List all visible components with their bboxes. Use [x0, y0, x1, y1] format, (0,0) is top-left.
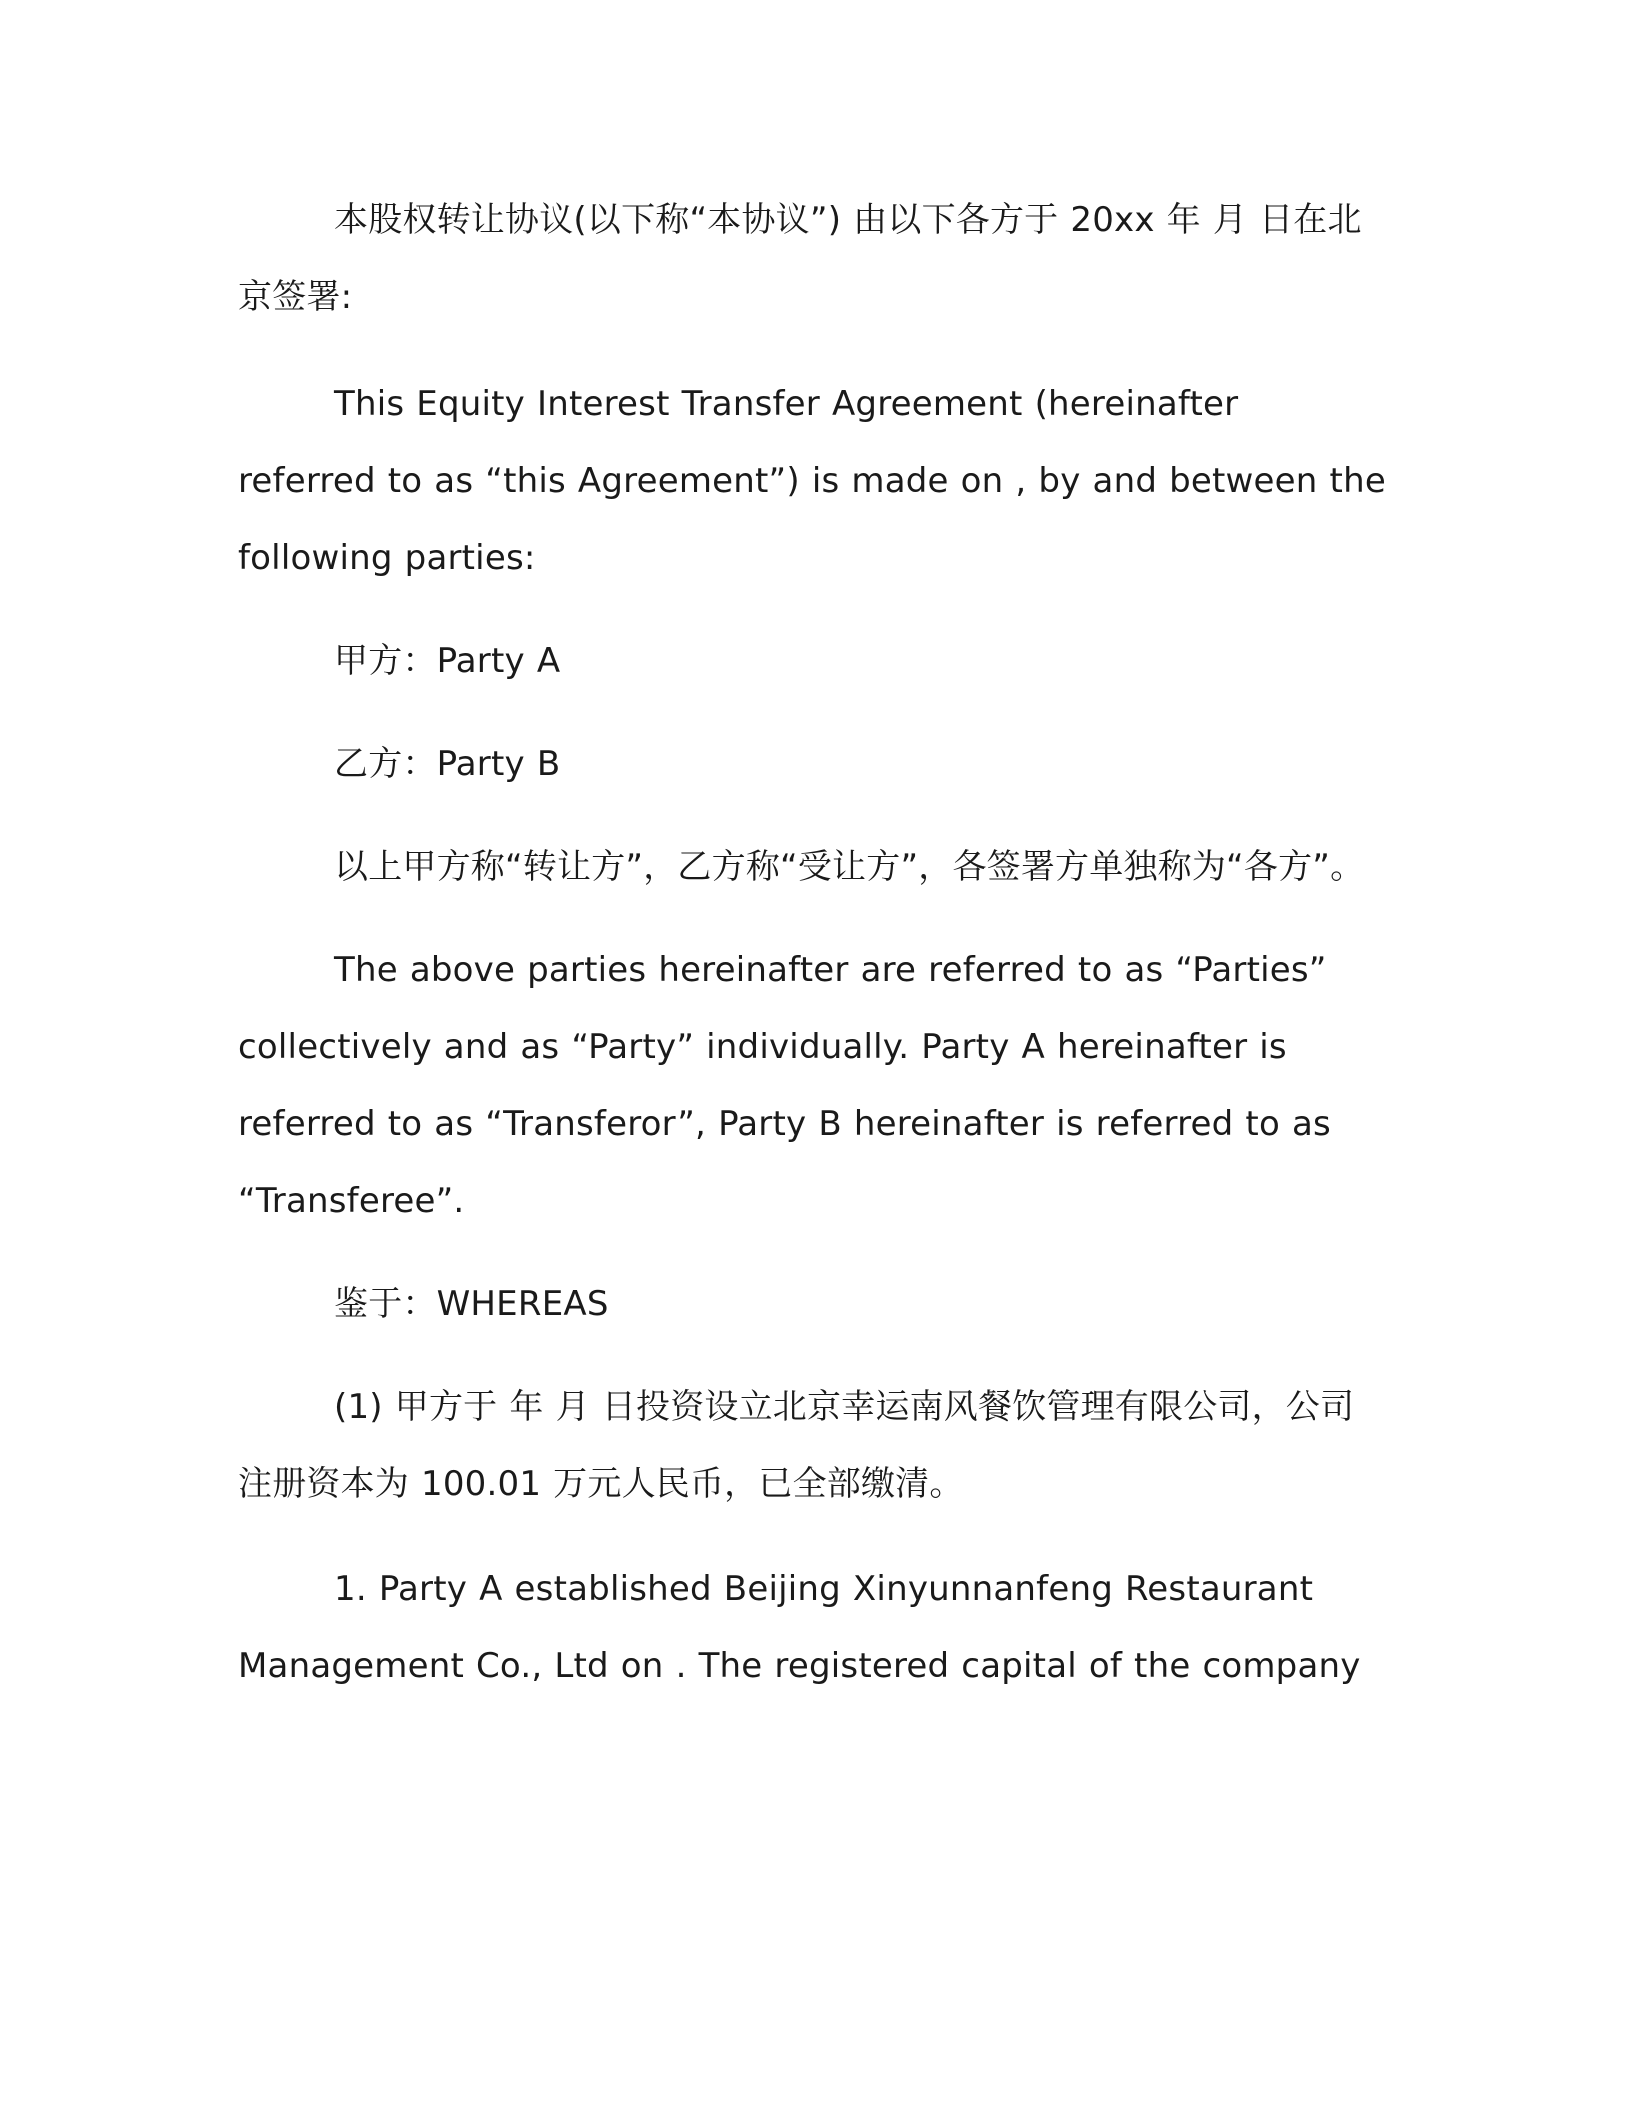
paragraph-intro-en: This Equity Interest Transfer Agreement (hereinafter referred to as “this Agreement”) is made on , by and between the following parties:	[238, 384, 1386, 578]
paragraph-intro-cn: 本股权转让协议(以下称“本协议”) 由以下各方于 20xx 年 月 日在北京签署:	[238, 200, 1362, 317]
paragraph-recital-1-en: 1. Party A established Beijing Xinyunnanfeng Restaurant Management Co., Ltd on . The registered capital of the company	[238, 1569, 1361, 1686]
paragraph-parties-cn: 以上甲方称“转让方”，乙方称“受让方”，各签署方单独称为“各方”。	[334, 847, 1365, 887]
paragraph-whereas: 鉴于：WHEREAS	[334, 1284, 609, 1324]
paragraph-party-b: 乙方：Party B	[334, 744, 561, 784]
paragraph-parties-en: The above parties hereinafter are referred to as “Parties” collectively and as “Party” individually. Party A hereinafter is referred to as “Transferor”, Party B hereinafter is referred to as “Transferee”.	[238, 950, 1331, 1221]
document-body	[238, 182, 1388, 1705]
paragraph-recital-1-cn: (1) 甲方于 年 月 日投资设立北京幸运南风餐饮管理有限公司，公司注册资本为 100.01 万元人民币，已全部缴清。	[238, 1387, 1355, 1504]
paragraph-party-a: 甲方：Party A	[334, 641, 561, 681]
